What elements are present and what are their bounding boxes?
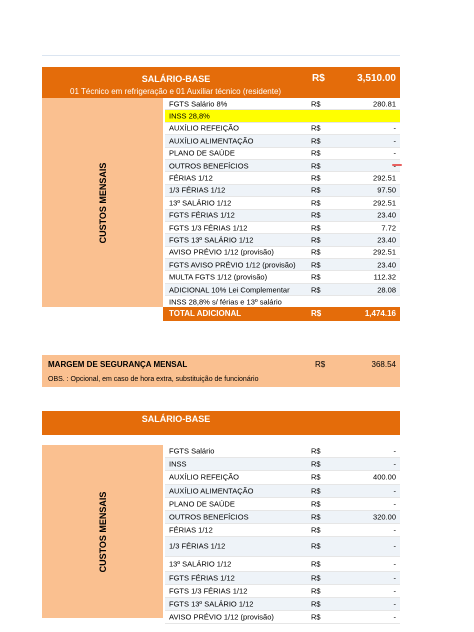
margin-currency: R$ bbox=[315, 360, 326, 369]
custos-mensais-label: CUSTOS MENSAIS bbox=[97, 162, 108, 243]
table-row bbox=[165, 471, 400, 484]
table-row bbox=[165, 524, 400, 537]
row-value: - bbox=[393, 148, 396, 158]
row-label: FGTS 1/3 FÉRIAS 1/12 bbox=[169, 586, 248, 596]
table-row bbox=[165, 234, 400, 246]
row-label: 1/3 FÉRIAS 1/12 bbox=[169, 541, 226, 551]
row-value: 7.72 bbox=[381, 223, 396, 233]
table-row bbox=[165, 259, 400, 271]
row-value: - bbox=[393, 499, 396, 509]
row-value: 112.32 bbox=[373, 272, 396, 282]
row-currency: R$ bbox=[311, 285, 321, 295]
total-currency: R$ bbox=[311, 309, 322, 318]
row-currency: R$ bbox=[311, 586, 321, 596]
row-currency: R$ bbox=[311, 486, 321, 496]
row-value: - bbox=[393, 136, 396, 146]
table-row bbox=[165, 148, 400, 160]
table-row bbox=[165, 123, 400, 135]
row-label: PLANO DE SAÚDE bbox=[169, 499, 235, 509]
row-label: AUXÍLIO REFEIÇÃO bbox=[169, 472, 240, 482]
margin-value: 368.54 bbox=[371, 360, 396, 369]
row-currency: R$ bbox=[311, 148, 321, 158]
top-divider bbox=[42, 55, 400, 56]
row-currency: R$ bbox=[311, 247, 321, 257]
row-value: 292.51 bbox=[373, 198, 396, 208]
table-row bbox=[165, 210, 400, 222]
row-value: - bbox=[393, 459, 396, 469]
salary-header-2 bbox=[42, 411, 400, 435]
row-value: 280.81 bbox=[373, 99, 396, 109]
row-label: OUTROS BENEFÍCIOS bbox=[169, 161, 249, 171]
margin-box bbox=[42, 355, 400, 387]
table-row bbox=[165, 598, 400, 611]
row-value: 400.00 bbox=[373, 472, 396, 482]
table-row bbox=[165, 271, 400, 283]
row-label: FGTS AVISO PRÉVIO 1/12 (provisão) bbox=[169, 260, 296, 270]
row-label: FGTS Salário 8% bbox=[169, 99, 228, 109]
table-row bbox=[165, 247, 400, 259]
custos-mensais-label-2: CUSTOS MENSAIS bbox=[97, 491, 108, 572]
total-cell bbox=[165, 307, 400, 321]
table-row bbox=[165, 537, 400, 556]
salary-base-title: SALÁRIO-BASE bbox=[141, 74, 211, 84]
side-label-cell bbox=[42, 98, 163, 307]
row-label: 1/3 FÉRIAS 1/12 bbox=[169, 185, 226, 195]
salary-subtitle: 01 Técnico em refrigeração e 01 Auxiliar técnico (residente) bbox=[70, 87, 282, 96]
table-row bbox=[165, 135, 400, 147]
total-label: TOTAL ADICIONAL bbox=[169, 309, 242, 318]
row-label: ADICIONAL 10% Lei Complementar bbox=[169, 285, 290, 295]
row-label: FGTS 1/3 FÉRIAS 1/12 bbox=[169, 223, 248, 233]
row-label: 13º SALÁRIO 1/12 bbox=[169, 559, 232, 569]
cost-rows-2 bbox=[165, 445, 400, 624]
row-currency: R$ bbox=[311, 136, 321, 146]
table-row bbox=[165, 498, 400, 511]
total-spacer bbox=[42, 307, 163, 321]
row-value: - bbox=[393, 123, 396, 133]
row-value: 23.40 bbox=[377, 210, 396, 220]
row-label: FGTS Salário bbox=[169, 446, 215, 456]
row-currency: R$ bbox=[311, 123, 321, 133]
table-row bbox=[165, 284, 400, 296]
row-currency: R$ bbox=[311, 161, 321, 171]
row-label: FGTS FÉRIAS 1/12 bbox=[169, 210, 235, 220]
row-currency: R$ bbox=[311, 459, 321, 469]
row-label: AVISO PRÉVIO 1/12 (provisão) bbox=[169, 612, 274, 622]
row-currency: R$ bbox=[311, 472, 321, 482]
cost-rows bbox=[165, 98, 400, 310]
total-value: 1,474.16 bbox=[364, 309, 396, 318]
costs-section-2 bbox=[42, 445, 400, 622]
cost-block-2 bbox=[42, 411, 400, 622]
row-label: PLANO DE SAÚDE bbox=[169, 148, 235, 158]
row-value: 292.51 bbox=[373, 173, 396, 183]
table-row bbox=[165, 110, 400, 122]
margin-title: MARGEM DE SEGURANÇA MENSAL bbox=[48, 360, 188, 369]
table-row bbox=[165, 98, 400, 110]
row-value: 292.51 bbox=[373, 247, 396, 257]
table-row bbox=[165, 222, 400, 234]
row-label: OUTROS BENEFÍCIOS bbox=[169, 512, 249, 522]
row-label: FGTS 13º SALÁRIO 1/12 bbox=[169, 235, 254, 245]
row-label: FGTS 13º SALÁRIO 1/12 bbox=[169, 599, 254, 609]
table-row bbox=[165, 445, 400, 458]
row-currency: R$ bbox=[311, 272, 321, 282]
row-currency: R$ bbox=[311, 612, 321, 622]
salary-header bbox=[42, 67, 400, 98]
table-row bbox=[165, 185, 400, 197]
table-row bbox=[165, 160, 400, 172]
margin-obs: OBS. : Opcional, em caso de hora extra, substituição de funcionário bbox=[48, 376, 259, 383]
table-row bbox=[165, 197, 400, 209]
table-row bbox=[165, 458, 400, 471]
table-row bbox=[165, 585, 400, 598]
total-row bbox=[42, 307, 400, 321]
row-currency: R$ bbox=[311, 559, 321, 569]
row-currency: R$ bbox=[311, 599, 321, 609]
row-label: AUXÍLIO ALIMENTAÇÃO bbox=[169, 486, 254, 496]
row-label: AUXÍLIO ALIMENTAÇÃO bbox=[169, 136, 254, 146]
row-currency: R$ bbox=[311, 99, 321, 109]
row-value: 23.40 bbox=[377, 260, 396, 270]
row-label: 13º SALÁRIO 1/12 bbox=[169, 198, 232, 208]
costs-section bbox=[42, 98, 400, 307]
row-currency: R$ bbox=[311, 499, 321, 509]
row-currency: R$ bbox=[311, 198, 321, 208]
row-currency: R$ bbox=[311, 525, 321, 535]
row-value: - bbox=[393, 586, 396, 596]
row-currency: R$ bbox=[311, 260, 321, 270]
row-value: 23.40 bbox=[377, 235, 396, 245]
row-value: - bbox=[393, 573, 396, 583]
cost-block-1 bbox=[42, 67, 400, 321]
row-value: 320.00 bbox=[373, 512, 396, 522]
row-label: AVISO PRÉVIO 1/12 (provisão) bbox=[169, 247, 274, 257]
side-label-cell-2 bbox=[42, 445, 163, 618]
row-currency: R$ bbox=[311, 210, 321, 220]
row-value: - bbox=[393, 612, 396, 622]
row-label: INSS bbox=[169, 459, 187, 469]
salary-value: 3,510.00 bbox=[357, 73, 396, 84]
red-marker bbox=[392, 164, 402, 166]
row-label: FGTS FÉRIAS 1/12 bbox=[169, 573, 235, 583]
row-value: 97.50 bbox=[377, 185, 396, 195]
salary-currency: R$ bbox=[312, 73, 325, 84]
row-label: INSS 28,8% bbox=[169, 111, 210, 121]
row-label: MULTA FGTS 1/12 (provisão) bbox=[169, 272, 268, 282]
salary-base-title-2: SALÁRIO-BASE bbox=[141, 414, 211, 424]
row-value: - bbox=[393, 525, 396, 535]
row-currency: R$ bbox=[311, 173, 321, 183]
table-row bbox=[165, 572, 400, 585]
row-label: INSS 28,8% s/ férias e 13º salário bbox=[169, 297, 282, 307]
table-row bbox=[165, 511, 400, 524]
row-currency: R$ bbox=[311, 235, 321, 245]
table-row bbox=[165, 172, 400, 184]
table-row bbox=[165, 557, 400, 572]
row-currency: R$ bbox=[311, 573, 321, 583]
row-currency: R$ bbox=[311, 446, 321, 456]
row-label: FÉRIAS 1/12 bbox=[169, 173, 213, 183]
row-currency: R$ bbox=[311, 512, 321, 522]
row-value: 28.08 bbox=[377, 285, 396, 295]
row-currency: R$ bbox=[311, 541, 321, 551]
row-value: - bbox=[393, 446, 396, 456]
row-value: - bbox=[393, 541, 396, 551]
table-row bbox=[165, 485, 400, 498]
row-currency: R$ bbox=[311, 185, 321, 195]
row-value: - bbox=[393, 559, 396, 569]
row-currency: R$ bbox=[311, 223, 321, 233]
row-label: AUXÍLIO REFEIÇÃO bbox=[169, 123, 240, 133]
row-value: - bbox=[393, 599, 396, 609]
table-row bbox=[165, 611, 400, 624]
row-label: FÉRIAS 1/12 bbox=[169, 525, 213, 535]
row-value: - bbox=[393, 486, 396, 496]
